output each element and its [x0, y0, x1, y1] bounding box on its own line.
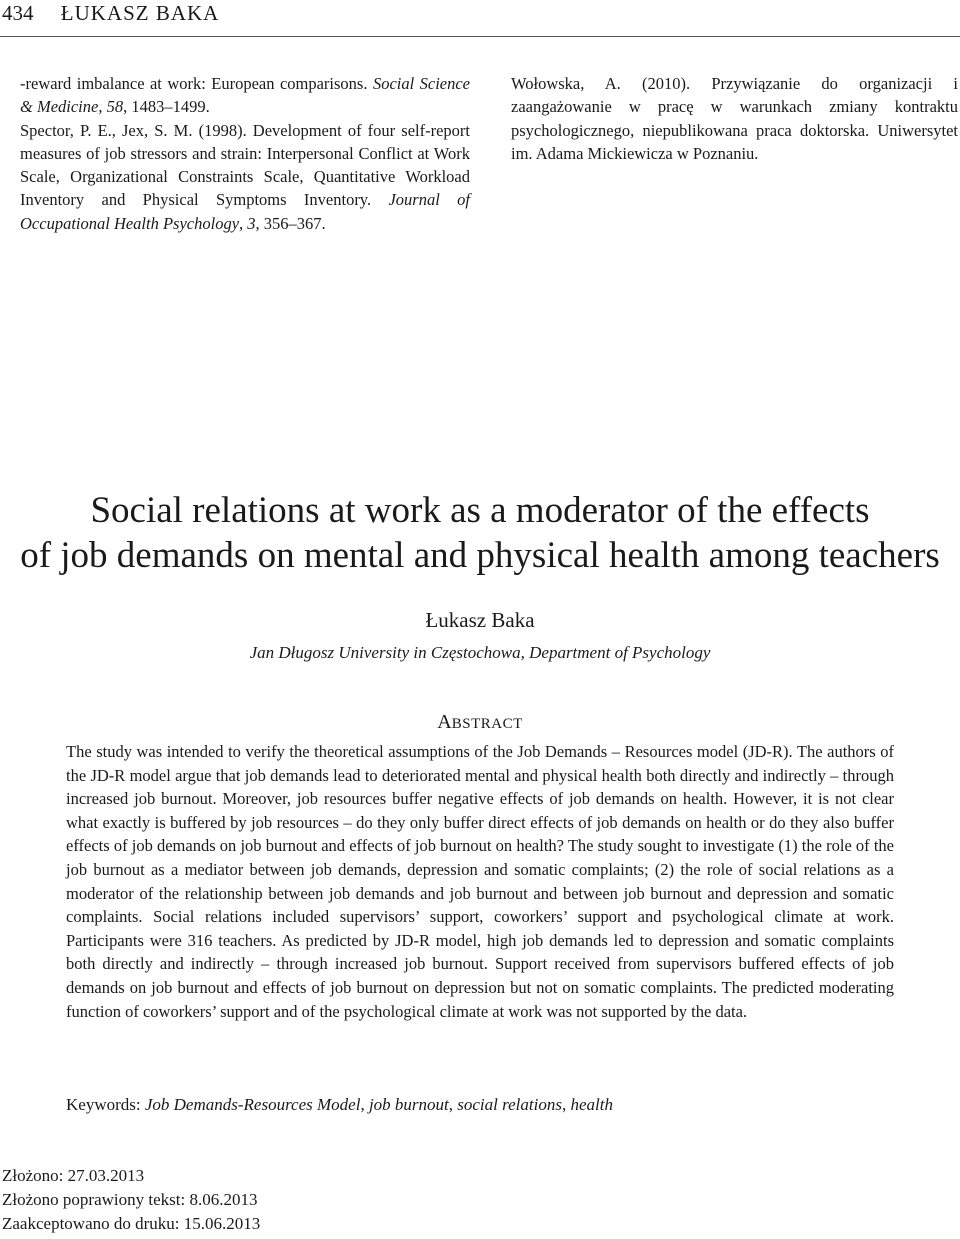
page-number: 434 [2, 1, 34, 25]
header-rule [0, 36, 960, 37]
reference-journal: Social Science & Medicine [20, 74, 471, 117]
reference-text: -reward imbalance at work: European comparisons. [20, 74, 373, 93]
reference-siegrist: -reward imbalance at work: European comparisons. Social Science & Medicine, 58, 1483–1499. [20, 74, 471, 117]
abstract-text: The study was intended to verify the theoretical assumptions of the Job Demands – Resources model (JD-R). The authors of the JD-R model argue that job demands lead to deteriorated mental and physical health both directly and indirectly – through increased job burnout. Moreover, job resources buffer negative effects of job demands on health. However, it is not clear what exactly is buffered by job resources – do they only buffer direct effects of job demands on health or do they also buffer effects of job demands on job burnout and effects of job burnout on health? The study sought to investigate (1) the role of the job burnout as a mediator between job demands, depression and somatic complaints; (2) the role of social relations as a moderator of the relationship between job demands and job burnout and between job burnout and depression and somatic complaints. Social relations included supervisors’ support, coworkers’ support and psychological climate at work. Participants were 316 teachers. As predicted by JD-R model, high job demands led to depression and somatic complaints both directly and indirectly – through increased job burnout. Support received from supervisors buffered effects of job demands on job burnout and effects of job burnout on depression but not on somatic complaints. The predicted moderating function of coworkers’ support and of the psychological climate at work was not supported by the data. [66, 742, 894, 1021]
abstract-heading [0, 711, 960, 734]
keywords-label: Keywords: [66, 1095, 145, 1114]
references-left-column [20, 72, 470, 235]
keyword-4: health [570, 1095, 613, 1114]
reference-pages: , 1483–1499. [123, 97, 210, 117]
abstract-body [66, 740, 894, 1023]
references-right-column [511, 72, 958, 165]
keyword-sep-2: , [448, 1095, 458, 1114]
title-line-2: of job demands on mental and physical health among teachers [20, 535, 940, 576]
keyword-3: social relations [457, 1095, 562, 1114]
author-affiliation: Jan Długosz University in Częstochowa, Department of Psychology [249, 643, 711, 662]
reference-volume: 3 [247, 213, 256, 233]
reference-wolowska: Wołowska, A. (2010). Przywiązanie do organizacji i zaangażowanie w pracę w warunkach zmiany kontraktu psychologicznego, niepublikowana praca doktorska. Uniwersytet im. Adama Mickiewicza w Poznaniu. [511, 74, 958, 163]
article-author: Łukasz Baka [425, 608, 535, 632]
abstract-heading-initial: A [437, 711, 452, 733]
article-title [0, 488, 960, 578]
submission-dates [2, 1164, 260, 1236]
date-revised: Złożono poprawiony tekst: 8.06.2013 [2, 1190, 258, 1209]
keywords [66, 1093, 894, 1116]
reference-pages: , 356–367. [255, 213, 326, 233]
reference-journal: Journal of Occupational Health Psychology [20, 190, 470, 233]
running-author: ŁUKASZ BAKA [60, 1, 220, 25]
keyword-1: Job Demands-Resources Model [144, 1095, 361, 1114]
keyword-sep-3: , [561, 1095, 571, 1114]
date-accepted: Zaakceptowano do druku: 15.06.2013 [2, 1214, 261, 1233]
keyword-2: job burnout [368, 1095, 449, 1114]
keyword-sep-1: , [360, 1095, 369, 1114]
title-line-1: Social relations at work as a moderator of the effects [90, 490, 870, 531]
running-head [2, 1, 219, 25]
reference-volume: 58 [106, 97, 124, 117]
abstract-heading-rest: BSTRACT [451, 716, 523, 732]
reference-spector: Spector, P. E., Jex, S. M. (1998). Development of four self-report measures of job stressors and strain: Interpersonal Conflict at Work Scale, Organizational Constraints Scale, Quantitative Workload Inventory and Physical Symptoms Inventory. Journal of Occupational Health Psychology, 3, 356–367. [20, 120, 470, 233]
date-submitted: Złożono: 27.03.2013 [2, 1166, 145, 1185]
reference-text: Spector, P. E., Jex, S. M. (1998). Development of four self-report measures of job stressors and strain: Interpersonal Conflict at Work Scale, Organizational Constraints Scale, Quantitative Workload Inventory and Physical Symptoms Inventory. [20, 120, 470, 210]
